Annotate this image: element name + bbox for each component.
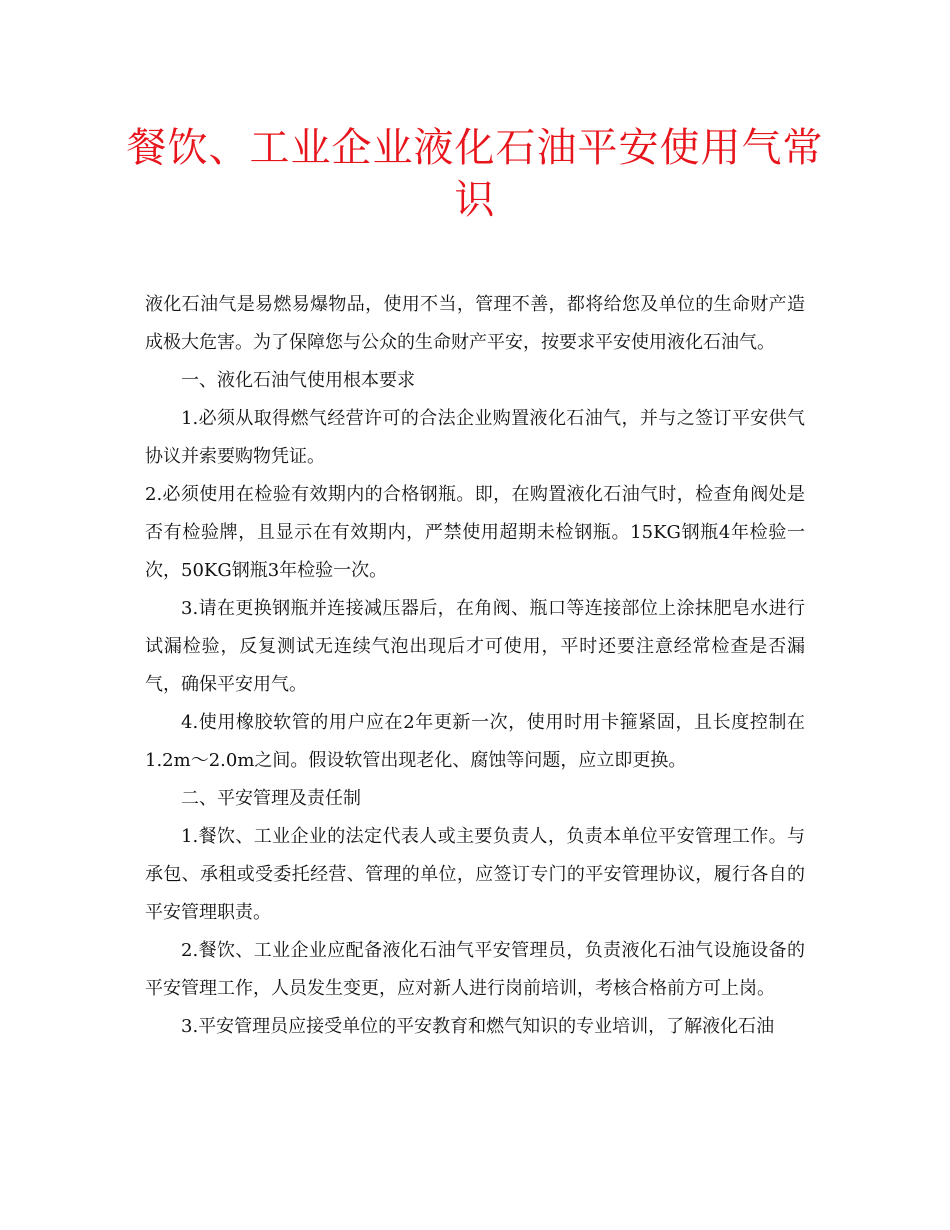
paragraph-2-2: 2.餐饮、工业企业应配备液化石油气平安管理员，负责液化石油气设施设备的平安管理工作，人员发生变更，应对新人进行岗前培训，考核合格前方可上岗。 <box>145 940 805 999</box>
paragraph-1-1: 1.必须从取得燃气经营许可的合法企业购置液化石油气，并与之签订平安供气协议并索要购物凭证。 <box>145 408 805 467</box>
paragraph-1-4: 4.使用橡胶软管的用户应在2年更新一次，使用时用卡箍紧固，且长度控制在1.2m～2.0m之间。假设软管出现老化、腐蚀等问题，应立即更换。 <box>145 712 805 771</box>
paragraph-2-3: 3.平安管理员应接受单位的平安教育和燃气知识的专业培训，了解液化石油 <box>181 1016 775 1037</box>
document-body <box>145 286 805 1046</box>
section-heading-1: 一、液化石油气使用根本要求 <box>181 370 415 391</box>
document-title: 餐饮、工业企业液化石油平安使用气常识 <box>126 125 824 223</box>
section-heading-2: 二、平安管理及责任制 <box>181 788 361 809</box>
paragraph-2-1: 1.餐饮、工业企业的法定代表人或主要负责人，负责本单位平安管理工作。与承包、承租或受委托经营、管理的单位，应签订专门的平安管理协议，履行各自的平安管理职责。 <box>145 826 805 923</box>
intro-paragraph: 液化石油气是易燃易爆物品，使用不当，管理不善，都将给您及单位的生命财产造成极大危害。为了保障您与公众的生命财产平安，按要求平安使用液化石油气。 <box>145 294 805 353</box>
paragraph-1-3: 3.请在更换钢瓶并连接减压器后，在角阀、瓶口等连接部位上涂抹肥皂水进行试漏检验，反复测试无连续气泡出现后才可使用，平时还要注意经常检查是否漏气，确保平安用气。 <box>145 598 805 695</box>
paragraph-1-2: 2.必须使用在检验有效期内的合格钢瓶。即，在购置液化石油气时，检查角阀处是否有检验牌，且显示在有效期内，严禁使用超期未检钢瓶。15KG钢瓶4年检验一次，50KG钢瓶3年检验一次。 <box>145 484 805 581</box>
